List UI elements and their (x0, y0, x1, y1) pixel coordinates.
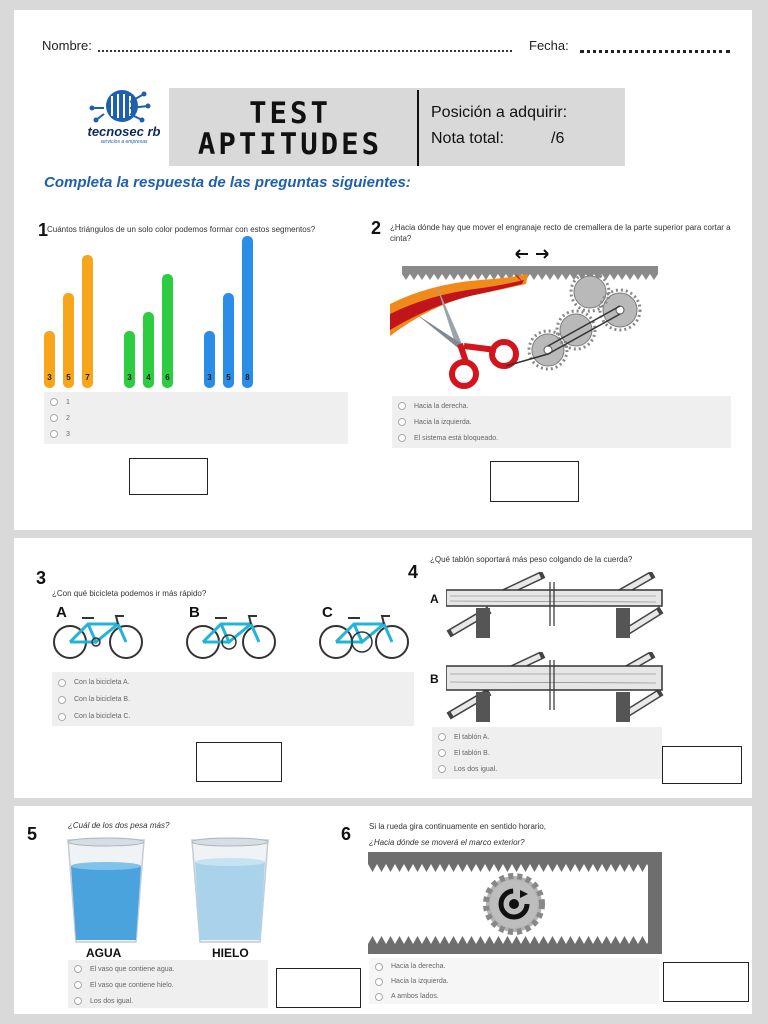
glass-label-ice: HIELO (212, 946, 249, 960)
option-label: Con la bicicleta B. (74, 696, 131, 703)
option-label: Hacia la izquierda. (391, 978, 449, 985)
bicycle-c-icon (318, 610, 410, 660)
q6-options (369, 958, 659, 1004)
radio-button[interactable] (438, 749, 446, 757)
q2-option-3[interactable] (392, 430, 731, 446)
q6-answer-box[interactable] (663, 962, 749, 1002)
q2-option-1[interactable] (392, 398, 731, 414)
radio-button[interactable] (50, 398, 58, 406)
option-label: Con la bicicleta A. (74, 679, 130, 686)
q2-option-2[interactable] (392, 414, 731, 430)
radio-button[interactable] (50, 430, 58, 438)
radio-button[interactable] (375, 978, 383, 986)
segment-length-label: 3 (207, 373, 212, 382)
q2-answer-box[interactable] (490, 461, 579, 502)
option-label: El vaso que contiene agua. (90, 965, 175, 973)
option-label: El tablón B. (454, 749, 490, 757)
question-4-text: ¿Qué tablón soportará más peso colgando de la cuerda? (430, 555, 633, 564)
gear-wheel-icon (486, 876, 542, 932)
q6-rack-frame-figure (368, 852, 664, 956)
q4-options (432, 727, 662, 779)
option-label: Los dos igual. (90, 997, 134, 1005)
q5-option-1[interactable] (68, 961, 268, 977)
q3-option-3[interactable] (52, 708, 414, 725)
q1-option-2[interactable] (44, 410, 348, 426)
q6-option-1[interactable] (369, 959, 659, 974)
bicycle-b-icon (185, 610, 277, 660)
bicycle-a-icon (52, 610, 144, 660)
instructions-heading: Completa la respuesta de las preguntas siguientes: (44, 174, 411, 191)
radio-button[interactable] (398, 434, 406, 442)
radio-button[interactable] (438, 765, 446, 773)
option-label: Los dos igual. (454, 765, 498, 773)
segment-length-label: 5 (66, 373, 71, 382)
q1-option-1[interactable] (44, 394, 348, 410)
option-label: Con la bicicleta C. (74, 713, 131, 720)
plank-label-a: A (430, 592, 439, 606)
segment-length-label: 8 (245, 373, 250, 382)
question-5-number: 5 (27, 824, 38, 844)
radio-button[interactable] (50, 414, 58, 422)
question-6-text-line-1: Si la rueda gira continuamente en sentido horario, (369, 822, 546, 831)
radio-button[interactable] (375, 993, 383, 1001)
option-label: Hacia la derecha. (414, 402, 469, 410)
radio-button[interactable] (74, 981, 82, 989)
q6-option-3[interactable] (369, 989, 659, 1004)
q6-option-2[interactable] (369, 974, 659, 989)
radio-button[interactable] (375, 963, 383, 971)
bike-label-b: B (189, 604, 200, 621)
segment-bar (82, 255, 93, 388)
q2-gear-scissors-figure (390, 244, 730, 394)
q2-options (392, 396, 731, 448)
question-3-text: ¿Con qué bicicleta podemos ir más rápido? (52, 589, 207, 598)
date-field[interactable] (580, 50, 730, 53)
option-label: Hacia la izquierda. (414, 418, 472, 426)
segment-length-label: 3 (47, 373, 52, 382)
q5-option-2[interactable] (68, 977, 268, 993)
grade-value: /6 (551, 130, 565, 147)
q3-options (52, 672, 414, 726)
radio-button[interactable] (74, 965, 82, 973)
segment-length-label: 5 (226, 373, 231, 382)
company-logo (78, 88, 170, 150)
q3-answer-box[interactable] (196, 742, 282, 782)
logo-name: tecnosec rb (87, 124, 161, 139)
radio-button[interactable] (398, 418, 406, 426)
option-label: A ambos lados. (391, 993, 439, 1000)
q5-options (68, 960, 268, 1008)
question-3-number: 3 (36, 568, 47, 588)
radio-button[interactable] (58, 696, 66, 704)
q3-option-2[interactable] (52, 691, 414, 708)
name-field[interactable] (98, 50, 512, 52)
title-line-1: TEST (249, 96, 331, 130)
grade-label: Nota total: (431, 130, 504, 147)
q5-option-3[interactable] (68, 993, 268, 1009)
option-label: Hacia la derecha. (391, 963, 446, 970)
title-line-2: APTITUDES (197, 127, 383, 161)
question-6-number: 6 (341, 824, 352, 844)
segment-length-label: 6 (165, 373, 170, 382)
q4-option-1[interactable] (432, 729, 662, 745)
q3-option-1[interactable] (52, 674, 414, 691)
logo-subtitle: servicios a empresas (100, 139, 148, 145)
q1-options (44, 392, 348, 444)
plank-label-b: B (430, 672, 439, 686)
option-label: El tablón A. (454, 733, 490, 741)
question-2-number: 2 (371, 218, 382, 238)
title-divider (417, 90, 419, 166)
radio-button[interactable] (74, 997, 82, 1005)
q1-option-3[interactable] (44, 426, 348, 442)
segment-bar (162, 274, 173, 388)
segment-length-label: 3 (127, 373, 132, 382)
option-label: El vaso que contiene hielo. (90, 981, 174, 989)
date-label: Fecha: (529, 38, 569, 53)
position-label: Posición a adquirir: (431, 104, 568, 121)
radio-button[interactable] (58, 679, 66, 687)
radio-button[interactable] (58, 713, 66, 721)
option-label: 1 (66, 398, 70, 406)
option-label: 2 (66, 414, 70, 422)
plank-b-figure (446, 652, 664, 724)
water-glass-icon (66, 836, 146, 946)
question-1-text: Cuántos triángulos de un solo color podemos formar con estos segmentos? (47, 225, 316, 234)
q1-segments-figure (40, 236, 270, 392)
glass-label-water: AGUA (86, 946, 122, 960)
question-5-text: ¿Cuál de los dos pesa más? (68, 821, 170, 830)
q4-option-3[interactable] (432, 761, 662, 777)
q4-option-2[interactable] (432, 745, 662, 761)
segment-bar (242, 236, 253, 388)
ice-glass-icon (190, 836, 270, 946)
option-label: 3 (66, 430, 70, 438)
segment-length-label: 4 (146, 373, 151, 382)
q4-answer-box[interactable] (662, 746, 742, 784)
question-2-text: ¿Hacia dónde hay que mover el engranaje recto de cremallera de la parte superior para cortar a cinta? (390, 223, 731, 243)
option-label: El sistema está bloqueado. (414, 434, 499, 442)
bike-label-a: A (56, 604, 67, 621)
radio-button[interactable] (438, 733, 446, 741)
segment-length-label: 7 (85, 373, 90, 382)
plank-a-figure (446, 572, 664, 642)
question-4-number: 4 (408, 562, 419, 582)
double-arrow-icon (516, 250, 548, 258)
radio-button[interactable] (398, 402, 406, 410)
question-6-text-line-2: ¿Hacia dónde se moverá el marco exterior? (369, 838, 525, 847)
question-1-number: 1 (38, 220, 49, 240)
q1-answer-box[interactable] (129, 458, 208, 495)
name-label: Nombre: (42, 38, 92, 53)
q5-answer-box[interactable] (276, 968, 361, 1008)
bike-label-c: C (322, 604, 333, 621)
